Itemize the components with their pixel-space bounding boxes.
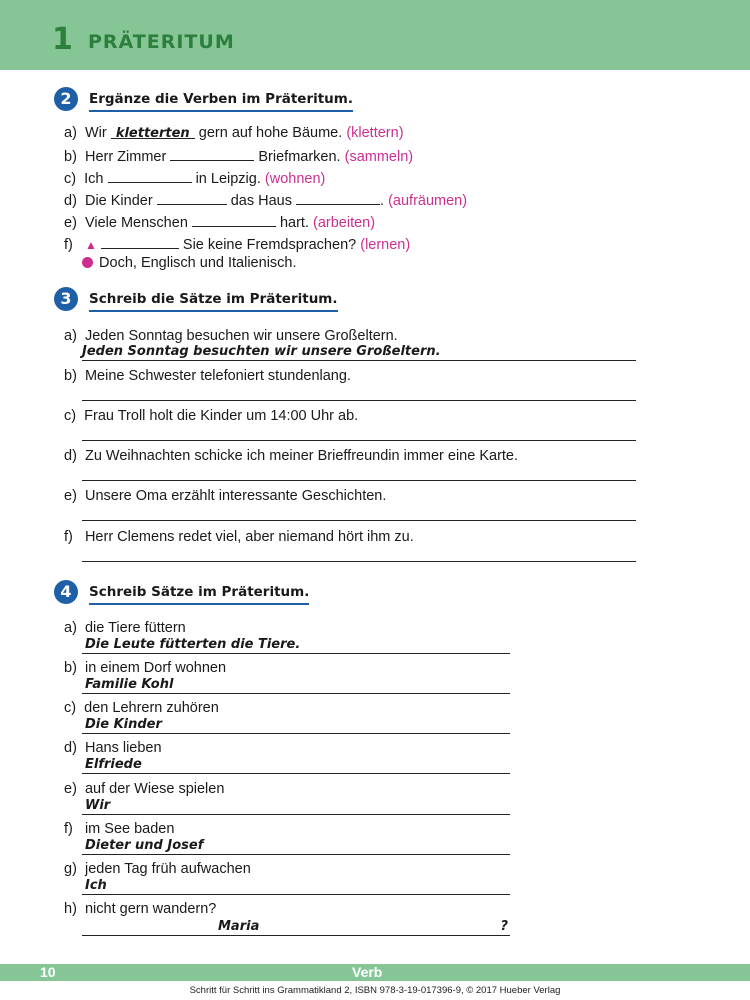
- ex2-e-blank[interactable]: [192, 213, 276, 227]
- ex4-item-g: g) jeden Tag früh aufwachen: [64, 861, 251, 877]
- answer-dot-icon: [82, 257, 93, 268]
- ex4-h-answer-line[interactable]: Maria ?: [82, 918, 510, 936]
- footer-section: Verb: [352, 964, 383, 980]
- ex2-d-blank-2[interactable]: [296, 191, 380, 205]
- ex2-item-f-reply: Doch, Englisch und Italienisch.: [82, 255, 297, 271]
- ex3-e-answer-line[interactable]: [82, 503, 636, 521]
- ex3-item-a: a) Jeden Sonntag besuchen wir unsere Großeltern.: [64, 328, 398, 344]
- ex4-item-f: f) im See baden: [64, 821, 175, 837]
- exercise-2-badge: 2: [54, 87, 78, 111]
- ex4-f-answer-line[interactable]: Dieter und Josef: [82, 837, 510, 855]
- ex4-c-answer-line[interactable]: Die Kinder: [82, 716, 510, 734]
- ex4-item-h: h) nicht gern wandern?: [64, 901, 217, 917]
- exercise-4-title: Schreib Sätze im Präteritum.: [89, 584, 309, 605]
- ex3-f-answer-line[interactable]: [82, 544, 636, 562]
- ex2-b-blank[interactable]: [170, 147, 254, 161]
- ex4-a-answer-line[interactable]: Die Leute fütterten die Tiere.: [82, 636, 510, 654]
- ex2-f-blank[interactable]: [101, 235, 179, 249]
- ex4-g-answer-line[interactable]: Ich: [82, 877, 510, 895]
- ex2-item-d: d) Die Kinder das Haus . (aufräumen): [64, 193, 468, 209]
- ex2-c-blank[interactable]: [108, 169, 192, 183]
- ex4-d-answer-line[interactable]: Elfriede: [82, 756, 510, 774]
- page-number: 10: [40, 964, 56, 980]
- ex2-d-blank-1[interactable]: [157, 191, 227, 205]
- exercise-4-badge: 4: [54, 580, 78, 604]
- ex3-c-answer-line[interactable]: [82, 423, 636, 441]
- ex3-item-f: f) Herr Clemens redet viel, aber niemand hört ihm zu.: [64, 529, 414, 545]
- ex3-a-answer-line[interactable]: Jeden Sonntag besuchten wir unsere Großeltern.: [82, 343, 636, 361]
- ex4-e-answer-line[interactable]: Wir: [82, 797, 510, 815]
- ex4-item-a: a) die Tiere füttern: [64, 620, 186, 636]
- ex3-b-answer-line[interactable]: [82, 383, 636, 401]
- ex3-item-d: d) Zu Weihnachten schicke ich meiner Brieffreundin immer eine Karte.: [64, 448, 519, 464]
- ex4-item-b: b) in einem Dorf wohnen: [64, 660, 227, 676]
- ex4-item-e: e) auf der Wiese spielen: [64, 781, 225, 797]
- question-triangle-icon: ▲: [84, 238, 97, 252]
- exercise-3-badge: 3: [54, 287, 78, 311]
- copyright-line: Schritt für Schritt ins Grammatikland 2, ISBN 978-3-19-017396-9, © 2017 Hueber Verlag: [189, 985, 561, 996]
- ex2-item-e: e) Viele Menschen hart. (arbeiten): [64, 215, 376, 231]
- ex2-item-b: b) Herr Zimmer Briefmarken. (sammeln): [64, 149, 414, 165]
- ex2-item-f: f) ▲ Sie keine Fremdsprachen? (lernen): [64, 237, 411, 253]
- ex4-b-answer-line[interactable]: Familie Kohl: [82, 676, 510, 694]
- ex2-a-blank[interactable]: kletterten: [111, 125, 195, 139]
- exercise-3-title: Schreib die Sätze im Präteritum.: [89, 291, 338, 312]
- ex3-item-b: b) Meine Schwester telefoniert stundenlang.: [64, 368, 351, 384]
- ex3-item-c: c) Frau Troll holt die Kinder um 14:00 Uhr ab.: [64, 408, 359, 424]
- exercise-2-title: Ergänze die Verben im Präteritum.: [89, 91, 353, 112]
- ex3-item-e: e) Unsere Oma erzählt interessante Geschichten.: [64, 488, 387, 504]
- chapter-number: 1: [52, 22, 73, 57]
- chapter-title: PRÄTERITUM: [88, 31, 235, 53]
- ex3-d-answer-line[interactable]: [82, 463, 636, 481]
- ex2-item-a: a) Wir kletterten gern auf hohe Bäume. (klettern): [64, 125, 404, 141]
- ex4-item-c: c) den Lehrern zuhören: [64, 700, 219, 716]
- ex2-item-c: c) Ich in Leipzig. (wohnen): [64, 171, 326, 187]
- ex4-item-d: d) Hans lieben: [64, 740, 162, 756]
